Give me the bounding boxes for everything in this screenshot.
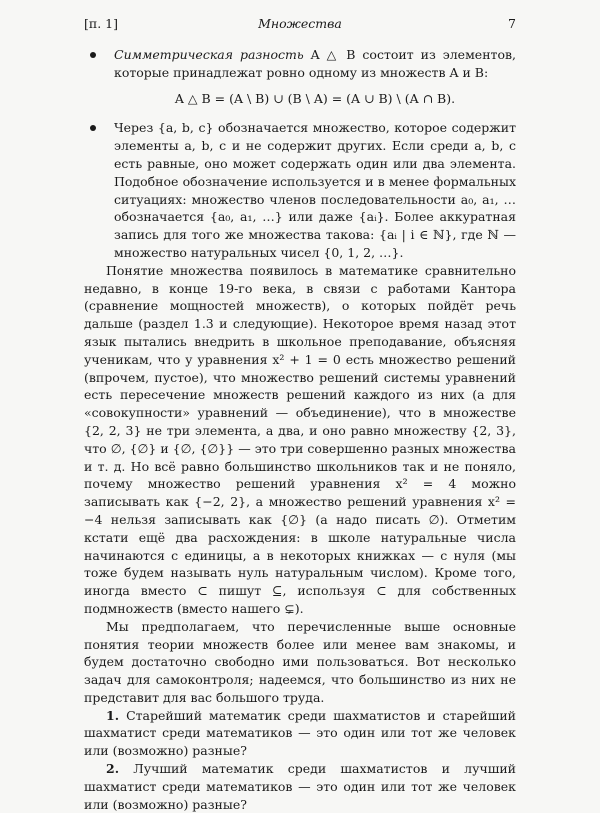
task-number: 1. <box>106 707 120 723</box>
bullet-text: Через {a, b, c} обозначается множество, которое содержит элементы a, b, c и не содержит других. Если среди a, b, c есть равные, оно может содержать один или два элемента. Подобное обозначение используется и в менее формальных ситуациях: множество членов последовательности a₀, a₁, … обозначается {a₀, a₁, …} или даже {aᵢ}. Более аккуратная запись для того же множества такова: {aᵢ | i ∈ ℕ}, где ℕ — множество натуральных чисел {0, 1, 2, …}. <box>114 120 516 260</box>
term-symmetric-difference: Симметрическая разность <box>114 47 304 62</box>
running-title: Множества <box>258 16 342 31</box>
symmetric-difference-formula: A △ B = (A \ B) ∪ (B \ A) = (A ∪ B) \ (A ∩ B). <box>174 90 456 106</box>
page-number: 7 <box>508 16 516 31</box>
bullet-set-notation <box>84 119 516 261</box>
bullet-dot <box>90 52 96 58</box>
bullet-dot <box>90 125 96 131</box>
paragraph-history: Понятие множества появилось в математике сравнительно недавно, в конце 19-го века, в связи с работами Кантора (сравнение мощностей множеств), о которых пойдёт речь дальше (раздел 1.3 и следующие). Некоторое время назад этот язык пытались внедрить в школьное преподавание, объясняя ученикам, что у уравнения x² + 1 = 0 есть множество решений (впрочем, пустое), что множество решений системы уравнений есть пересечение множеств решений каждого из них (а для «совокупности» уравнений — объединение), что в множестве {2, 2, 3} не три элемента, а два, и оно равно множеству {2, 3}, что ∅, {∅} и {∅, {∅}} — это три совершенно разных множества и т. д. Но всё равно большинство школьников так и не поняло, почему множество решений уравнения x² = 4 можно записывать как {−2, 2}, а множество решений уравнения x² = −4 нельзя записывать как {∅} (а надо писать ∅). Отметим кстати ещё два расхождения: в школе натуральные числа начинаются с единицы, а в некоторых книжках — с нуля (мы тоже будем называть нуль натуральным числом). Кроме того, иногда вместо ⊂ пишут ⊆, используя ⊂ для собственных подмножеств (вместо нашего ⊊). <box>84 262 516 616</box>
bullet-text <box>114 46 516 82</box>
section-marker: [п. 1] <box>84 16 118 31</box>
task-item <box>84 760 516 813</box>
task-number: 2. <box>106 761 120 777</box>
definition-text: A △ B состоит из элементов, которые принадлежат ровно одному из множеств A и B: <box>114 47 516 80</box>
task-item <box>84 707 516 760</box>
task-text: Старейший математик среди шахматистов и старейший шахматист среди математиков — это один или тот же человек или (возможно) разные? <box>84 707 516 759</box>
paragraph-assumption: Мы предполагаем, что перечисленные выше основные понятия теории множеств более или менее вам знакомы, и будем достаточно свободно ими пользоваться. Вот несколько задач для самоконтроля; надеемся, что большинство из них не представит для вас большого труда. <box>84 618 516 705</box>
task-text: Лучший математик среди шахматистов и лучший шахматист среди математиков — это один или тот же человек или (возможно) разные? <box>84 761 516 812</box>
page-body <box>84 46 516 813</box>
bullet-symmetric-difference <box>84 46 516 107</box>
